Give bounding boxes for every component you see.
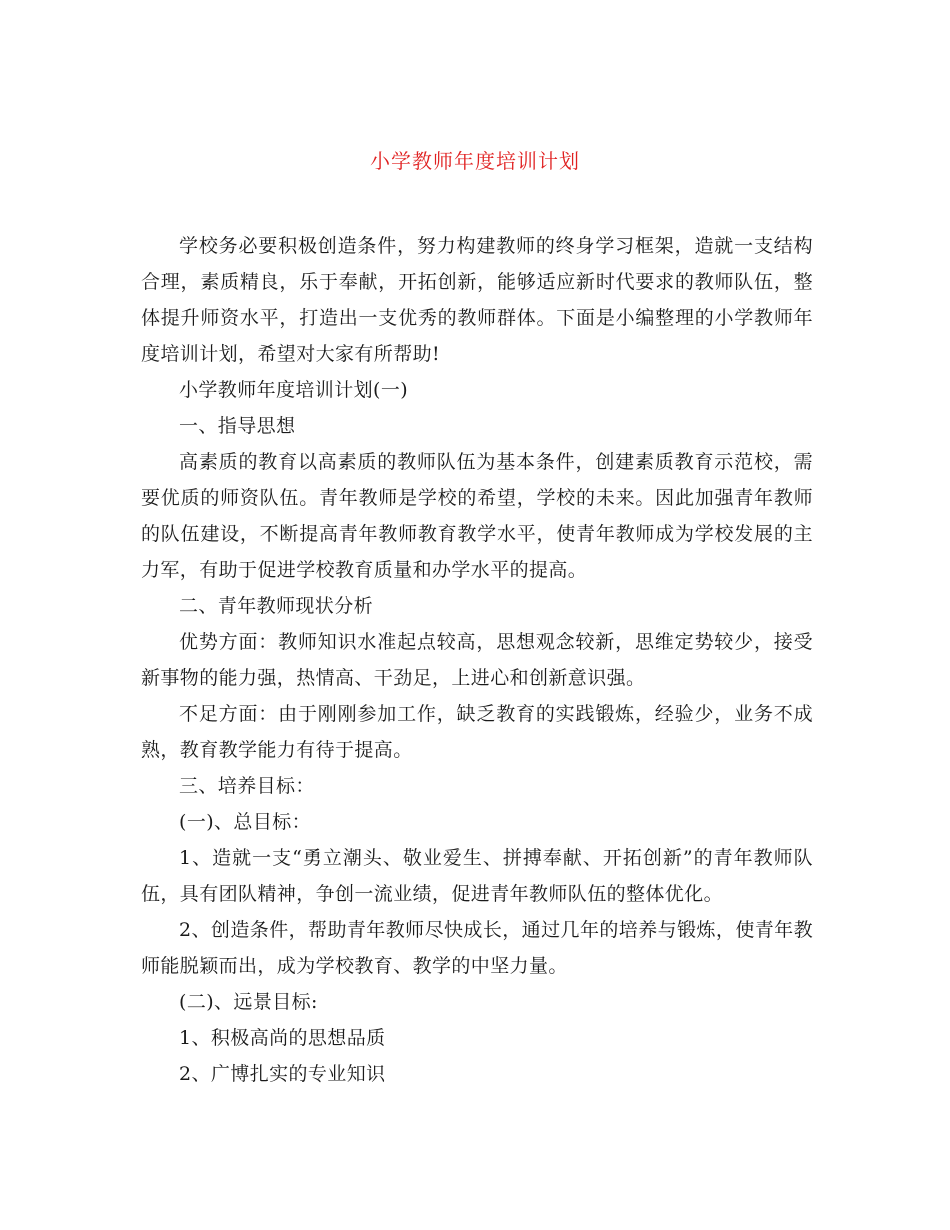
section-heading-training-goals: 三、培养目标： bbox=[179, 775, 315, 797]
section-heading-guiding-ideology: 一、指导思想 bbox=[179, 415, 296, 437]
overall-goal-item-2: 2、创造条件，帮助青年教师尽快成长，通过几年的培养与锻炼，使青年教师能脱颖而出，成为学校教育、教学的中坚力量。 bbox=[141, 919, 813, 977]
subheading-overall-goal: (一)、总目标： bbox=[179, 811, 312, 833]
document-body bbox=[141, 228, 813, 1092]
subheading-long-term-goal: (二)、远景目标: bbox=[179, 991, 318, 1013]
weaknesses-paragraph: 不足方面：由于刚刚参加工作，缺乏教育的实践锻炼，经验少，业务不成熟，教育教学能力有待于提高。 bbox=[141, 703, 813, 761]
section-heading-status-analysis: 二、青年教师现状分析 bbox=[179, 595, 374, 617]
overall-goal-item-1: 1、造就一支“勇立潮头、敬业爱生、拼搏奉献、开拓创新”的青年教师队伍，具有团队精神，争创一流业绩，促进青年教师队伍的整体优化。 bbox=[141, 847, 813, 905]
document-title: 小学教师年度培训计划 bbox=[370, 149, 580, 173]
plan-subtitle: 小学教师年度培训计划(一) bbox=[179, 379, 409, 401]
guiding-ideology-paragraph: 高素质的教育以高素质的教师队伍为基本条件，创建素质教育示范校，需要优质的师资队伍。青年教师是学校的希望，学校的未来。因此加强青年教师的队伍建设，不断提高青年教师教育教学水平，使青年教师成为学校发展的主力军，有助于促进学校教育质量和办学水平的提高。 bbox=[141, 451, 813, 581]
long-term-goal-item-2: 2、广博扎实的专业知识 bbox=[179, 1063, 386, 1085]
strengths-paragraph: 优势方面：教师知识水准起点较高，思想观念较新，思维定势较少，接受新事物的能力强，热情高、干劲足，上进心和创新意识强。 bbox=[141, 631, 813, 689]
intro-paragraph: 学校务必要积极创造条件，努力构建教师的终身学习框架，造就一支结构合理，素质精良，乐于奉献，开拓创新，能够适应新时代要求的教师队伍，整体提升师资水平，打造出一支优秀的教师群体。下面是小编整理的小学教师年度培训计划，希望对大家有所帮助! bbox=[141, 235, 813, 365]
long-term-goal-item-1: 1、积极高尚的思想品质 bbox=[179, 1027, 386, 1049]
